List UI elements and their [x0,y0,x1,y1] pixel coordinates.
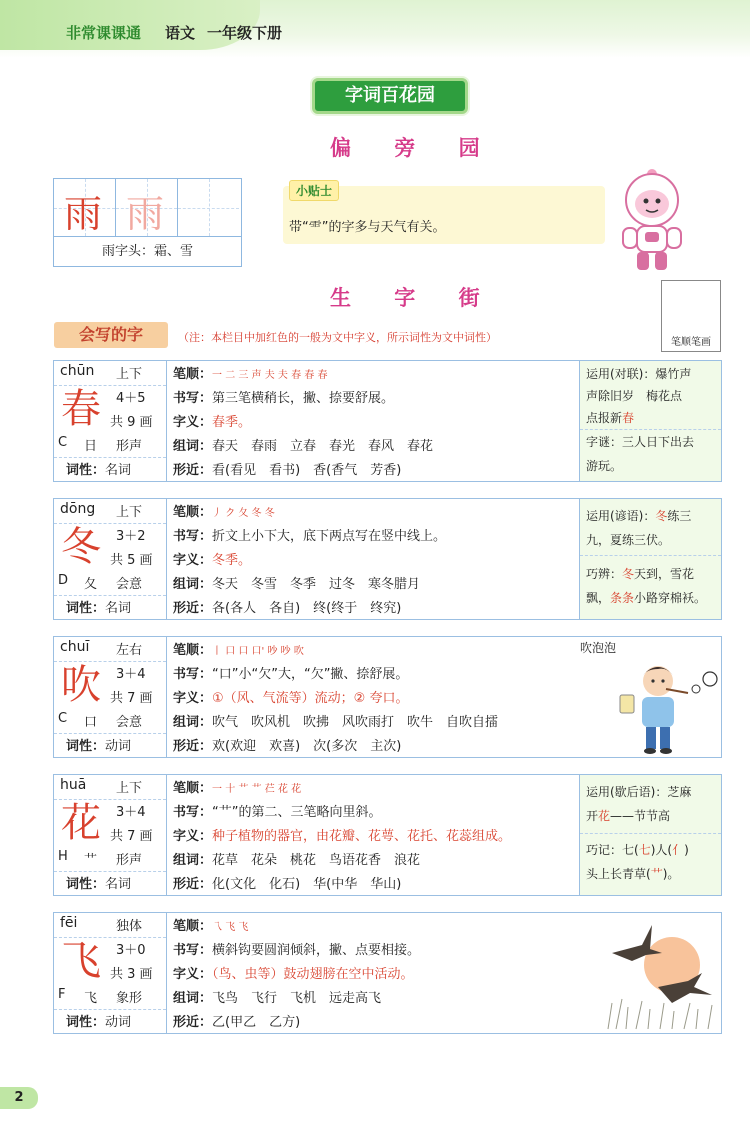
tip-box [283,186,605,244]
writing-tip: “口”小“欠”大，“欠”撇、捺舒展。 [212,667,409,682]
line-key: 组词： [173,853,213,868]
stroke-count: 共 5 画 [110,553,153,568]
divider [580,833,721,834]
main-character: 吹 [61,662,101,708]
usage-line: 声除旧岁 梅花点 [586,389,683,403]
pos-value: 名词 [105,877,132,892]
line-key: 书写： [173,805,213,820]
char-info-column [54,637,167,757]
tip-line: 飘， [586,591,611,605]
memory-highlight: 艹 [650,867,663,881]
radical-char: 口 [84,715,98,730]
radical-letter: D [58,573,69,588]
subject-label: 语文 [165,24,196,42]
tip-line: 天到，雪花 [634,567,695,581]
meaning: 春季。 [212,415,252,430]
page-number: 2 [0,1087,38,1109]
radical-char: 夂 [84,577,98,592]
usage-line: 运用(谚语)： [586,509,656,523]
line-key: 形近： [173,463,213,478]
usage-column [579,775,721,895]
stroke-order-box [661,280,721,352]
similar-chars: 各(各人 各自) 终(终于 终究) [212,601,402,616]
word-group: 吹气 吹风机 吹拂 风吹雨打 吹牛 自吹自擂 [212,715,499,730]
illustration-caption: 吹泡泡 [580,641,617,655]
char-card-fei [53,912,722,1034]
char-type: 形声 [116,853,143,868]
char-info-column [54,499,167,619]
char-type: 象形 [116,991,143,1006]
info-row [54,571,166,596]
line-key: 组词： [173,577,213,592]
robot-mascot-illustration [617,166,687,274]
line-key: 笔顺： [173,781,213,796]
stroke-order: 乁 飞 飞 [212,922,249,933]
similar-chars: 欢(欢迎 欢喜) 次(多次 主次) [212,739,402,754]
radical-char: 艹 [84,853,98,868]
line-key: 字义： [173,829,213,844]
grade-label: 一年级下册 [207,24,283,42]
memory-line: 头上长青草( [586,867,651,881]
radical-section-title: 偏 旁 园 [330,136,498,160]
memory-line: )。 [662,867,680,881]
pos-label: 词性： [66,601,106,616]
section-banner: 字词百花园 [312,78,468,114]
radical-char-trace: 雨 [126,192,165,236]
pos-label: 词性： [66,463,106,478]
pinyin: fēi [60,915,78,931]
usage-column [579,361,721,481]
stroke-formula: 3＋0 [116,943,146,958]
char-card-chui [53,636,722,758]
char-type: 会意 [116,577,143,592]
usage-column [579,499,721,619]
stroke-formula: 3＋2 [116,529,146,544]
stroke-order: 一 十 艹 艹 芢 花 花 [212,784,302,795]
char-card-dong [53,498,722,620]
structure: 上下 [116,367,143,382]
stroke-count: 共 9 画 [110,415,153,430]
similar-chars: 看(看见 看书) 香(香气 芳香) [212,463,402,478]
line-key: 字义： [173,967,213,982]
memory-line: ) [684,843,689,857]
pos-value: 名词 [105,463,132,478]
writing-tip: 横斜钩要圆润倾斜，撇、点要相接。 [212,943,421,958]
structure: 上下 [116,505,143,520]
usage-line: ——节节高 [610,809,671,823]
stroke-formula: 4＋5 [116,391,146,406]
usage-line: 运用(歇后语)：芝麻 [586,785,692,799]
line-key: 书写： [173,943,213,958]
part-of-speech [66,1011,131,1030]
radical-char: 飞 [84,991,98,1006]
divider [580,555,721,556]
line-key: 书写： [173,667,213,682]
pinyin: dōng [60,501,96,517]
usage-line: 点报新 [586,411,623,425]
divider [580,429,721,430]
pos-label: 词性： [66,877,106,892]
word-group: 冬天 冬雪 冬季 过冬 寒冬腊月 [212,577,421,592]
word-group: 花草 花朵 桃花 鸟语花香 浪花 [212,853,421,868]
structure: 上下 [116,781,143,796]
pos-value: 动词 [105,1015,132,1030]
radical-letter: C [58,435,68,450]
part-of-speech [66,873,131,892]
line-key: 形近： [173,601,213,616]
part-of-speech [66,735,131,754]
main-character: 花 [61,800,101,846]
tip-highlight: 冬 [622,567,635,581]
riddle-line: 字谜：三人日下出去 [586,435,695,449]
part-of-speech [66,459,131,478]
line-key: 字义： [173,553,213,568]
line-key: 字义： [173,691,213,706]
stroke-count: 共 7 画 [110,829,153,844]
meaning: （鸟、虫等）鼓动翅膀在空中活动。 [212,967,414,982]
usage-highlight: 冬 [655,509,668,523]
radical-letter: F [58,987,66,1002]
radical-char-red: 雨 [64,192,103,236]
part-of-speech [66,597,131,616]
usage-highlight: 花 [598,809,611,823]
char-info-column [54,913,167,1033]
stroke-count: 共 3 画 [110,967,153,982]
memory-highlight: 七 [638,843,651,857]
char-type: 会意 [116,715,143,730]
series-title: 非常课课通 [66,24,142,42]
info-row [54,985,166,1010]
main-character: 飞 [61,938,101,984]
line-key: 笔顺： [173,367,213,382]
stroke-count: 共 7 画 [110,691,153,706]
radical-caption: 雨字头：霜、雪 [101,244,193,259]
usage-line: 九，夏练三伏。 [586,533,671,547]
radical-letter: H [58,849,68,864]
line-key: 字义： [173,415,213,430]
usage-line: 运用(对联)：爆竹声 [586,367,692,381]
memory-line: )人( [650,843,673,857]
tip-line: 小路穿棉袄。 [634,591,707,605]
tip-text: 带“⻗”的字多与天气有关。 [289,220,446,235]
similar-chars: 化(文化 化石) 华(中华 华山) [212,877,402,892]
tip-highlight: 条条 [610,591,635,605]
radical-box [53,178,242,267]
main-character: 冬 [61,524,101,570]
line-key: 组词： [173,991,213,1006]
riddle-line: 游玩。 [586,459,623,473]
line-key: 组词： [173,439,213,454]
stroke-formula: 3＋4 [116,667,146,682]
meaning: ①（风、气流等）流动；② 夸口。 [212,691,409,706]
stroke-order: 丿 ク 夂 冬 冬 [212,508,275,519]
stroke-order: 丨 口 口 口' 吵 吵 吹 [212,646,304,657]
pinyin: chuī [60,639,90,655]
radical-grid [54,179,241,237]
char-card-hua [53,774,722,896]
line-key: 形近： [173,877,213,892]
pos-label: 词性： [66,739,106,754]
writing-tip: 折文上小下大，底下两点写在竖中线上。 [212,529,447,544]
char-info-column [54,775,167,895]
main-character: 春 [61,386,101,432]
writing-tip: “艹”的第二、三笔略向里斜。 [212,805,382,820]
usage-line: 开 [586,809,599,823]
line-key: 笔顺： [173,919,213,934]
memory-line: 巧记：七( [586,843,639,857]
pinyin: chūn [60,363,95,379]
word-group: 飞鸟 飞行 飞机 远走高飞 [212,991,382,1006]
line-key: 形近： [173,1015,213,1030]
char-card-chun [53,360,722,482]
info-row [54,709,166,734]
stroke-order: 一 二 三 声 夫 夫 春 春 春 [212,370,328,381]
line-key: 组词： [173,715,213,730]
pos-value: 动词 [105,739,132,754]
radical-letter: C [58,711,68,726]
pos-value: 名词 [105,601,132,616]
grid-cell [178,179,239,236]
line-key: 书写： [173,391,213,406]
stroke-box-label: 笔顺笔画 [671,337,711,348]
structure: 左右 [116,643,143,658]
pinyin: huā [60,777,87,793]
info-row [54,433,166,458]
write-chars-label: 会写的字 [54,322,168,348]
write-note: （注：本栏目中加红色的一般为文中字义，所示词性为文中词性） [178,331,497,344]
info-row [54,847,166,872]
line-key: 形近： [173,739,213,754]
pos-label: 词性： [66,1015,106,1030]
memory-highlight: 亻 [672,843,685,857]
line-key: 笔顺： [173,505,213,520]
page-header [0,0,750,58]
tip-line: 巧辨： [586,567,623,581]
line-key: 书写： [173,529,213,544]
radical-char: 日 [84,439,98,454]
char-type: 形声 [116,439,143,454]
flying-geese-illustration [602,917,720,1031]
tip-label: 小贴士 [289,180,339,201]
structure: 独体 [116,919,143,934]
boy-blowing-bubbles-illustration [602,655,720,755]
meaning: 种子植物的器官，由花瓣、花萼、花托、花蕊组成。 [212,829,512,844]
line-key: 笔顺： [173,643,213,658]
writing-tip: 第三笔横稍长，撇、捺要舒展。 [212,391,395,406]
similar-chars: 乙(甲乙 乙方) [212,1015,301,1030]
char-info-column [54,361,167,481]
vocab-section-title: 生 字 街 [330,286,498,310]
meaning: 冬季。 [212,553,252,568]
usage-highlight: 春 [622,411,635,425]
word-group: 春天 春雨 立春 春光 春风 春花 [212,439,434,454]
stroke-formula: 3＋4 [116,805,146,820]
usage-line: 练三 [667,509,692,523]
